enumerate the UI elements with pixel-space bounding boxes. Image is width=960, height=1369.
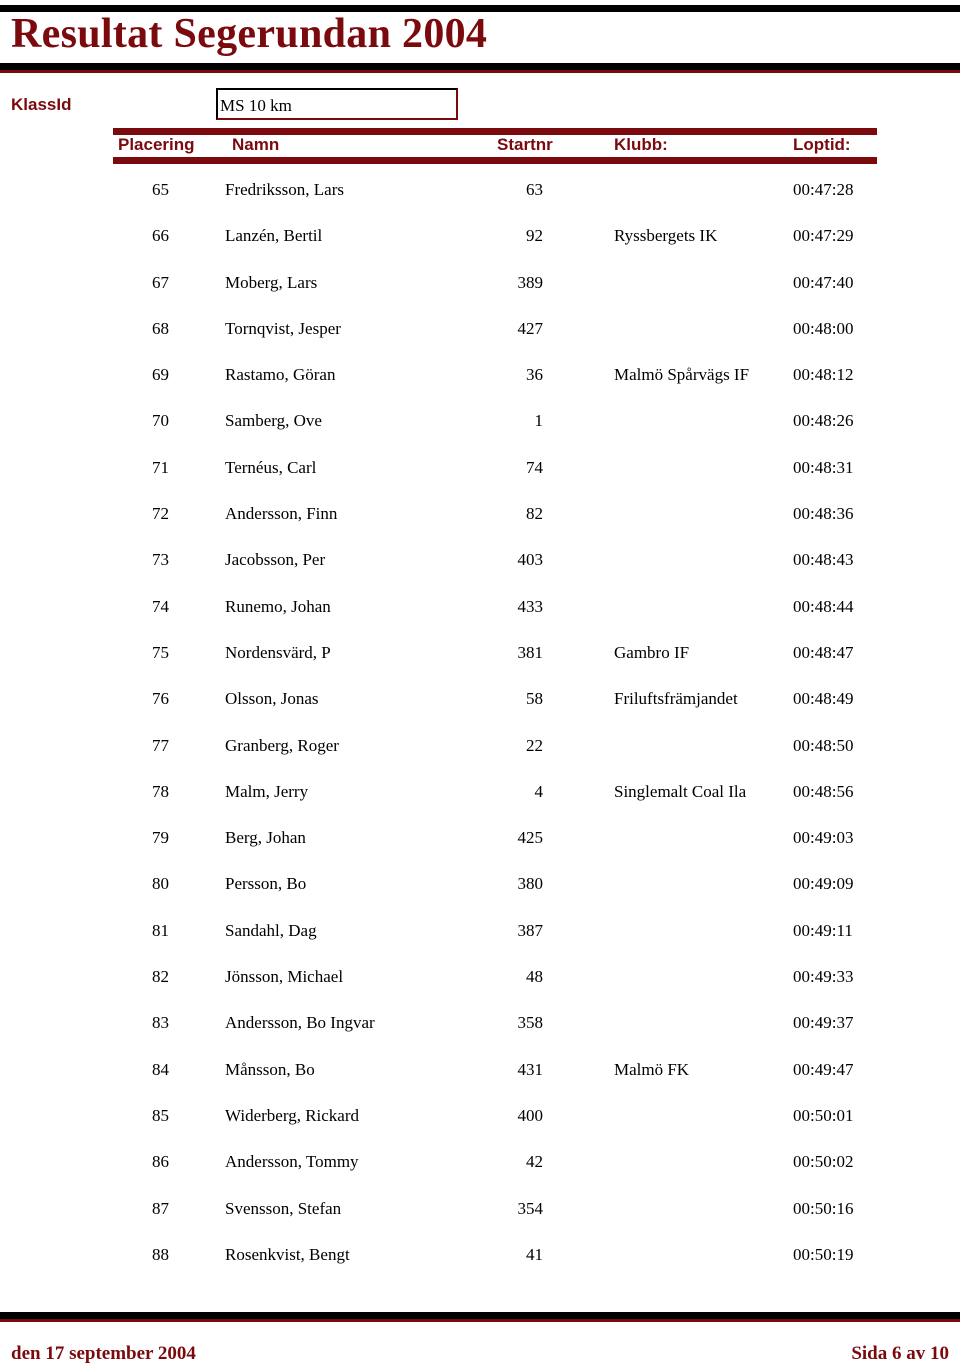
name-cell: Moberg, Lars bbox=[225, 272, 318, 292]
name-cell: Samberg, Ove bbox=[225, 411, 322, 431]
placement-cell: 86 bbox=[152, 1152, 169, 1172]
time-cell: 00:49:47 bbox=[793, 1059, 854, 1079]
table-row bbox=[0, 909, 960, 955]
placement-cell: 75 bbox=[152, 642, 169, 662]
table-row bbox=[0, 492, 960, 538]
placement-cell: 74 bbox=[152, 596, 169, 616]
start-number-cell: 400 bbox=[517, 1105, 543, 1125]
name-cell: Jacobsson, Per bbox=[225, 550, 326, 570]
name-cell: Granberg, Roger bbox=[225, 735, 339, 755]
name-cell: Widerberg, Rickard bbox=[225, 1105, 360, 1125]
table-row bbox=[0, 307, 960, 353]
name-cell: Jönsson, Michael bbox=[225, 967, 344, 987]
start-number-cell: 431 bbox=[517, 1059, 543, 1079]
name-cell: Svensson, Stefan bbox=[225, 1198, 342, 1218]
table-row bbox=[0, 538, 960, 584]
placement-cell: 84 bbox=[152, 1059, 169, 1079]
time-cell: 00:48:00 bbox=[793, 318, 854, 338]
time-cell: 00:47:28 bbox=[793, 180, 854, 199]
name-cell: Sandahl, Dag bbox=[225, 920, 317, 940]
table-row bbox=[0, 724, 960, 770]
placement-cell: 69 bbox=[152, 365, 169, 385]
table-row bbox=[0, 677, 960, 723]
club-cell: Singlemalt Coal Ila bbox=[614, 781, 747, 801]
time-cell: 00:48:47 bbox=[793, 642, 854, 662]
start-number-cell: 4 bbox=[534, 781, 543, 801]
table-row bbox=[0, 353, 960, 399]
name-cell: Runemo, Johan bbox=[225, 596, 331, 616]
column-header-placering: Placering bbox=[118, 135, 195, 154]
placement-cell: 71 bbox=[152, 457, 169, 477]
start-number-cell: 74 bbox=[526, 457, 543, 477]
time-cell: 00:50:01 bbox=[793, 1105, 854, 1125]
time-cell: 00:49:33 bbox=[793, 967, 854, 987]
start-number-cell: 425 bbox=[517, 828, 543, 848]
time-cell: 00:48:56 bbox=[793, 781, 854, 801]
column-header-startnr: Startnr bbox=[497, 135, 553, 154]
start-number-cell: 48 bbox=[526, 967, 543, 987]
start-number-cell: 387 bbox=[517, 920, 543, 940]
start-number-cell: 82 bbox=[526, 504, 543, 524]
name-cell: Tornqvist, Jesper bbox=[225, 318, 341, 338]
placement-cell: 66 bbox=[152, 226, 169, 246]
start-number-cell: 63 bbox=[526, 180, 543, 199]
club-cell: Ryssbergets IK bbox=[614, 226, 718, 246]
footer-rule bbox=[0, 1312, 960, 1319]
table-row bbox=[0, 1233, 960, 1279]
table-row bbox=[0, 631, 960, 677]
time-cell: 00:48:43 bbox=[793, 550, 854, 570]
placement-cell: 82 bbox=[152, 967, 169, 987]
table-row bbox=[0, 261, 960, 307]
time-cell: 00:47:29 bbox=[793, 226, 854, 246]
header-rule-top bbox=[113, 128, 877, 135]
name-cell: Malm, Jerry bbox=[225, 781, 309, 801]
title-rule-accent bbox=[0, 70, 960, 73]
footer-page-number: Sida 6 av 10 bbox=[851, 1343, 949, 1364]
name-cell: Andersson, Finn bbox=[225, 504, 338, 524]
time-cell: 00:48:50 bbox=[793, 735, 854, 755]
placement-cell: 79 bbox=[152, 828, 169, 848]
header-rule-bottom bbox=[113, 157, 877, 164]
table-row bbox=[0, 446, 960, 492]
results-table bbox=[0, 168, 960, 1279]
table-row bbox=[0, 1048, 960, 1094]
table-row bbox=[0, 1140, 960, 1186]
start-number-cell: 380 bbox=[517, 874, 543, 894]
placement-cell: 88 bbox=[152, 1244, 169, 1264]
time-cell: 00:48:31 bbox=[793, 457, 854, 477]
page-title: Resultat Segerundan 2004 bbox=[11, 11, 488, 57]
footer-date: den 17 september 2004 bbox=[11, 1343, 196, 1364]
table-row bbox=[0, 770, 960, 816]
placement-cell: 87 bbox=[152, 1198, 169, 1218]
name-cell: Rastamo, Göran bbox=[225, 365, 336, 385]
time-cell: 00:50:02 bbox=[793, 1152, 854, 1172]
start-number-cell: 58 bbox=[526, 689, 543, 709]
time-cell: 00:48:49 bbox=[793, 689, 854, 709]
time-cell: 00:50:16 bbox=[793, 1198, 854, 1218]
time-cell: 00:49:11 bbox=[793, 920, 853, 940]
start-number-cell: 358 bbox=[517, 1013, 543, 1033]
placement-cell: 83 bbox=[152, 1013, 169, 1033]
time-cell: 00:48:36 bbox=[793, 504, 854, 524]
time-cell: 00:47:40 bbox=[793, 272, 854, 292]
club-cell: Malmö Spårvägs IF bbox=[614, 365, 750, 385]
start-number-cell: 354 bbox=[517, 1198, 543, 1218]
time-cell: 00:50:19 bbox=[793, 1244, 854, 1264]
name-cell: Lanzén, Bertil bbox=[225, 226, 323, 246]
column-header-namn: Namn bbox=[232, 135, 280, 154]
club-cell: Gambro IF bbox=[614, 642, 690, 662]
name-cell: Nordensvärd, P bbox=[225, 642, 331, 662]
title-rule bbox=[0, 63, 960, 70]
placement-cell: 65 bbox=[152, 180, 169, 199]
time-cell: 00:48:12 bbox=[793, 365, 854, 385]
start-number-cell: 389 bbox=[517, 272, 543, 292]
placement-cell: 76 bbox=[152, 689, 169, 709]
time-cell: 00:49:09 bbox=[793, 874, 854, 894]
table-row bbox=[0, 399, 960, 445]
placement-cell: 70 bbox=[152, 411, 169, 431]
start-number-cell: 381 bbox=[517, 642, 543, 662]
placement-cell: 85 bbox=[152, 1105, 169, 1125]
placement-cell: 72 bbox=[152, 504, 169, 524]
klass-label: KlassId bbox=[11, 95, 72, 114]
club-cell: Malmö FK bbox=[614, 1059, 690, 1079]
placement-cell: 68 bbox=[152, 318, 169, 338]
start-number-cell: 41 bbox=[526, 1244, 543, 1264]
column-header-loptid: Loptid: bbox=[793, 135, 851, 154]
placement-cell: 67 bbox=[152, 272, 169, 292]
placement-cell: 81 bbox=[152, 920, 169, 940]
footer-rule-accent bbox=[0, 1319, 960, 1322]
table-row bbox=[0, 1001, 960, 1047]
name-cell: Persson, Bo bbox=[225, 874, 307, 894]
name-cell: Olsson, Jonas bbox=[225, 689, 319, 709]
name-cell: Andersson, Bo Ingvar bbox=[225, 1013, 375, 1033]
table-row bbox=[0, 168, 960, 214]
table-row bbox=[0, 955, 960, 1001]
placement-cell: 73 bbox=[152, 550, 169, 570]
placement-cell: 80 bbox=[152, 874, 169, 894]
start-number-cell: 433 bbox=[517, 596, 543, 616]
time-cell: 00:49:03 bbox=[793, 828, 854, 848]
table-row bbox=[0, 816, 960, 862]
start-number-cell: 92 bbox=[526, 226, 543, 246]
time-cell: 00:48:44 bbox=[793, 596, 854, 616]
table-row bbox=[0, 1187, 960, 1233]
placement-cell: 78 bbox=[152, 781, 169, 801]
table-row bbox=[0, 214, 960, 260]
start-number-cell: 22 bbox=[526, 735, 543, 755]
start-number-cell: 36 bbox=[526, 365, 543, 385]
start-number-cell: 1 bbox=[534, 411, 543, 431]
placement-cell: 77 bbox=[152, 735, 169, 755]
name-cell: Rosenkvist, Bengt bbox=[225, 1244, 350, 1264]
klass-value-field: MS 10 km bbox=[216, 88, 458, 120]
name-cell: Berg, Johan bbox=[225, 828, 306, 848]
name-cell: Andersson, Tommy bbox=[225, 1152, 359, 1172]
column-header-klubb: Klubb: bbox=[614, 135, 668, 154]
name-cell: Ternéus, Carl bbox=[225, 457, 317, 477]
name-cell: Fredriksson, Lars bbox=[225, 180, 344, 199]
time-cell: 00:48:26 bbox=[793, 411, 854, 431]
start-number-cell: 403 bbox=[517, 550, 543, 570]
table-row bbox=[0, 1094, 960, 1140]
start-number-cell: 427 bbox=[517, 318, 543, 338]
start-number-cell: 42 bbox=[526, 1152, 543, 1172]
table-row bbox=[0, 862, 960, 908]
table-row bbox=[0, 585, 960, 631]
name-cell: Månsson, Bo bbox=[225, 1059, 315, 1079]
time-cell: 00:49:37 bbox=[793, 1013, 854, 1033]
club-cell: Friluftsfrämjandet bbox=[614, 689, 738, 709]
